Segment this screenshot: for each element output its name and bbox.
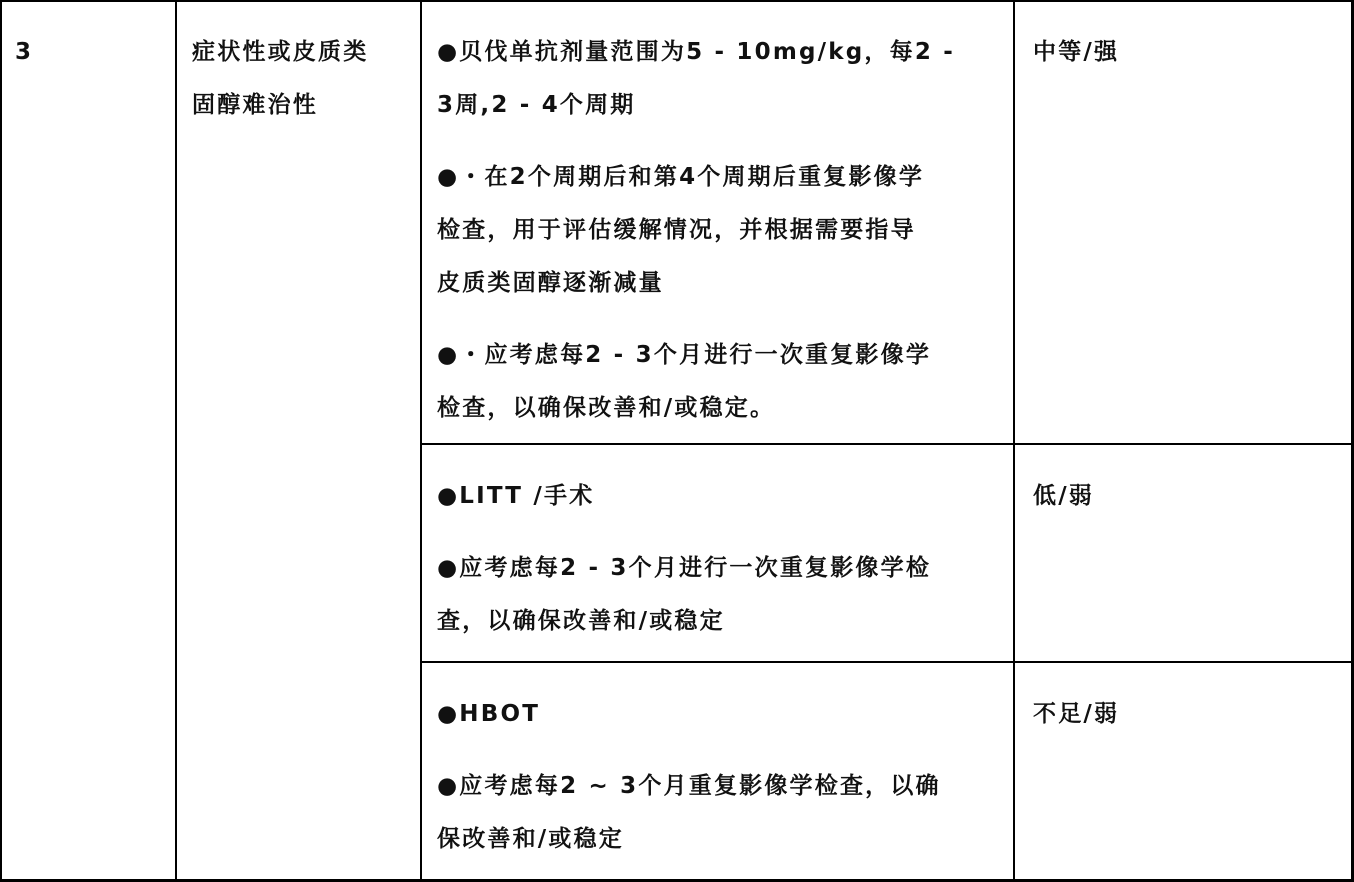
column-divider-3 bbox=[1013, 0, 1015, 882]
category-line: 症状性或皮质类 bbox=[192, 39, 369, 65]
table-left-border bbox=[0, 0, 2, 882]
category-line: 固醇难治性 bbox=[192, 92, 318, 118]
treatment-line: ●・在2个周期后和第4个周期后重复影像学 bbox=[437, 164, 925, 190]
treatment-line: 皮质类固醇逐渐减量 bbox=[437, 270, 664, 296]
treatment-cell-hbot bbox=[437, 688, 941, 866]
table-top-border bbox=[0, 0, 1354, 2]
treatment-line: ●应考虑每2 ~ 3个月重复影像学检查，以确 bbox=[437, 773, 941, 799]
row-number: 3 bbox=[15, 39, 34, 65]
treatment-line: ●应考虑每2 - 3个月进行一次重复影像学检 bbox=[437, 555, 932, 581]
evidence-level: 不足/弱 bbox=[1033, 701, 1120, 727]
row-divider-2 bbox=[421, 661, 1354, 663]
treatment-line: ●・应考虑每2 - 3个月进行一次重复影像学 bbox=[437, 342, 932, 368]
treatment-line: 3周,2 - 4个周期 bbox=[437, 92, 636, 118]
treatment-line: ●LITT /手术 bbox=[437, 483, 595, 509]
evidence-level: 低/弱 bbox=[1033, 483, 1095, 509]
evidence-level: 中等/强 bbox=[1033, 39, 1120, 65]
treatment-line: ●HBOT bbox=[437, 701, 541, 727]
category-cell bbox=[192, 26, 368, 132]
column-divider-2 bbox=[420, 0, 422, 882]
treatment-line: 查，以确保改善和/或稳定 bbox=[437, 608, 725, 634]
treatment-line: 检查，用于评估缓解情况，并根据需要指导 bbox=[437, 217, 916, 243]
treatment-cell-litt-surgery bbox=[437, 470, 931, 648]
treatment-line: ●贝伐单抗剂量范围为5 - 10mg/kg，每2 - bbox=[437, 39, 955, 65]
treatment-line: 检查，以确保改善和/或稳定。 bbox=[437, 395, 776, 421]
treatment-line: 保改善和/或稳定 bbox=[437, 826, 625, 852]
treatment-cell-bevacizumab bbox=[437, 26, 955, 435]
column-divider-1 bbox=[175, 0, 177, 882]
row-divider-1 bbox=[421, 443, 1354, 445]
